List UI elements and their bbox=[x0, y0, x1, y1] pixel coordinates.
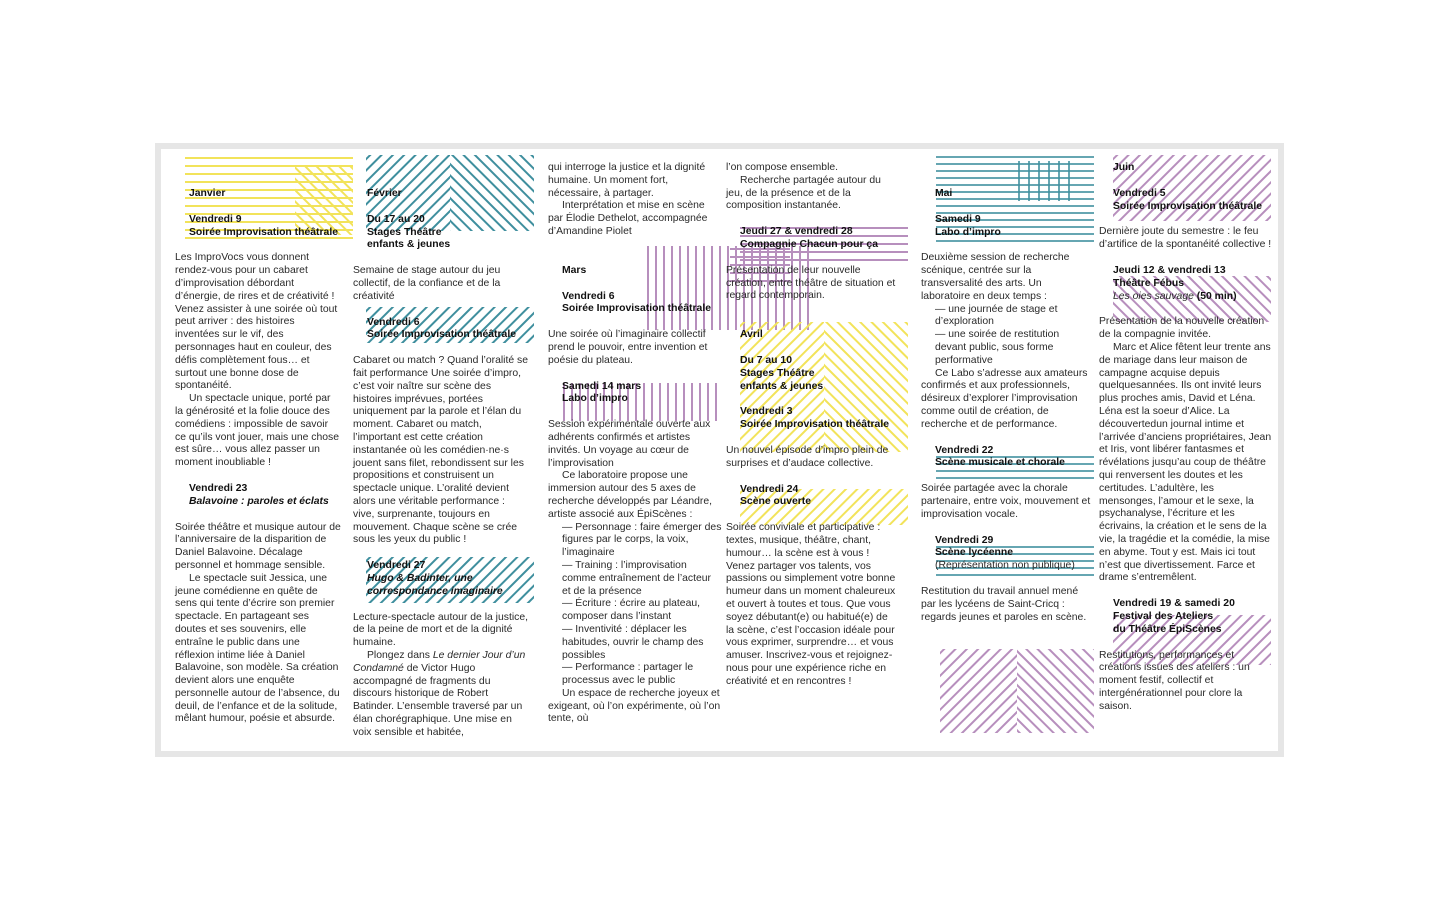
event-description: Soirée partagée avec la chorale partenaire, entre voix, mouvement et improvisation vocale. bbox=[921, 483, 1091, 520]
event-title: Balavoine : paroles et éclats bbox=[189, 495, 329, 507]
event-date: Vendredi 22 bbox=[935, 444, 994, 456]
event-title: Scène musicale et chorale bbox=[935, 457, 1065, 469]
show-title: Les oies sauvage bbox=[1113, 290, 1194, 302]
event-date: Vendredi 5 bbox=[1113, 187, 1166, 199]
month-heading: Avril bbox=[740, 329, 763, 341]
event-title: Scène lycéenne bbox=[935, 547, 1013, 559]
month-heading: Janvier bbox=[189, 188, 226, 199]
pink-chevron-pattern bbox=[940, 649, 1094, 733]
event-title: Festival des Ateliers bbox=[1113, 610, 1214, 622]
event-title: Compagnie Chacun pour ça bbox=[740, 238, 878, 250]
event-date: Vendredi 19 & samedi 20 bbox=[1113, 598, 1235, 610]
brochure-sheet bbox=[161, 149, 1278, 751]
column-may bbox=[921, 188, 1093, 624]
event-date: Samedi 14 mars bbox=[562, 380, 642, 392]
column-february bbox=[353, 188, 529, 739]
event-description: Une soirée où l’imaginaire collectif prend le pouvoir, entre invention et poésie du plateau. bbox=[548, 329, 708, 366]
event-date: Vendredi 6 bbox=[562, 290, 615, 302]
list-item: — Écriture : écrire au plateau, composer dans l’instant bbox=[562, 598, 701, 623]
column-march bbox=[548, 162, 722, 726]
event-title: Hugo & Badinter, une bbox=[367, 572, 473, 584]
event-description: Cabaret ou match ? Quand l’oralité se fait performance Une soirée d’impro, c’est voir naître sur scène des histoires imprévues, portées uniquement par la parole et l’élan du moment. Cabaret ou match, l’important est cette création instantanée où les comédien·ne·s jouent sans filet, rebondissent sur les propositions et construisent un spectacle unique. L’oralité devient alors une véritable performance : vive, surprenante, toujours en mouvement. Chaque scène se crée sous les yeux du public ! bbox=[353, 355, 529, 546]
list-item: — Inventivité : déplacer les habitudes, ouvrir le champ des possibles bbox=[562, 623, 704, 661]
column-january bbox=[175, 188, 341, 726]
event-description: Interprétation et mise en scène par Élodie Dethelot, accompagnée d’Amandine Piolet bbox=[548, 200, 708, 237]
brochure-frame bbox=[155, 143, 1284, 757]
event-description: Le spectacle suit Jessica, une jeune comédienne en quête de sens qui tente d’écrire son premier spectacle. En partageant ses doutes et ses souvenirs, elle entraîne le public dans une réflexion intime liée à Daniel Balavoine, son modèle. Sa création devient alors une enquête personnelle autour de l’absence, du deuil, de l’enfance et de la solitude, mêlant humour, poésie et absurde. bbox=[175, 572, 340, 725]
event-title: enfants & jeunes bbox=[367, 239, 451, 251]
event-description: Un nouvel épisode d’impro plein de surprises et d’audace collective. bbox=[726, 444, 889, 469]
event-title: Soirée Improvisation théâtrale bbox=[1113, 200, 1262, 212]
month-heading: Mai bbox=[935, 188, 953, 199]
event-title: Soirée Improvisation théâtrale bbox=[189, 226, 338, 238]
event-date: Samedi 9 bbox=[935, 213, 981, 225]
event-title: Stages Théâtre bbox=[367, 226, 442, 238]
list-item: — Performance : partager le processus avec le public bbox=[562, 662, 694, 687]
event-description: Semaine de stage autour du jeu collectif, de la confiance et de la créativité bbox=[353, 265, 501, 302]
event-description: Un espace de recherche joyeux et exigeant, où l’on expérimente, où l’on tente, où bbox=[548, 687, 721, 725]
event-description: Session expérimentale ouverte aux adhérents confirmés et artistes invités. Un voyage au cœur de l’improvisation bbox=[548, 419, 711, 469]
event-description: Restitutions, performances et créations issues des ateliers : un moment festif, collectif et intergénérationnel pour clore la saison. bbox=[1099, 649, 1250, 712]
month-heading: Mars bbox=[562, 264, 587, 276]
event-title: Théâtre Fébus bbox=[1113, 277, 1185, 289]
event-title: Soirée Improvisation théâtrale bbox=[740, 419, 889, 431]
event-note: (Représentation non publique) bbox=[935, 560, 1075, 572]
event-description: Ce laboratoire propose une immersion autour des 5 axes de recherche développés par Léandre, artiste associé aux ÉpiScènes : bbox=[548, 470, 713, 520]
text-run: Plongez dans bbox=[367, 649, 433, 661]
event-description: Ce Labo s’adresse aux amateurs confirmés et aux professionnels, désireux d’explorer l’improvisation comme outil de création, de recherche et de performance. bbox=[921, 367, 1088, 430]
show-duration: (50 min) bbox=[1193, 290, 1237, 302]
event-date: Du 17 au 20 bbox=[367, 213, 425, 225]
event-title: correspondance imaginaire bbox=[367, 585, 503, 597]
list-item: — Training : l’improvisation comme entraînement de l’acteur et de la présence bbox=[562, 559, 712, 597]
month-heading: Février bbox=[367, 188, 402, 199]
event-date: Vendredi 24 bbox=[740, 483, 799, 495]
event-description: Soirée théâtre et musique autour de l’anniversaire de la disparition de Daniel Balavoine. Décalage personnel et hommage sensible. bbox=[175, 521, 341, 571]
event-description: Présentation de leur nouvelle création, entre théâtre de situation et regard contemporain. bbox=[726, 264, 896, 302]
month-heading: Juin bbox=[1113, 162, 1135, 173]
event-title: du Théâtre ÉpiScènes bbox=[1113, 623, 1222, 635]
book-title: Le dernier Jour d’un Condamné bbox=[353, 649, 526, 674]
event-date: Vendredi 9 bbox=[189, 213, 242, 225]
event-date: Vendredi 3 bbox=[740, 406, 793, 418]
column-june bbox=[1099, 162, 1273, 713]
event-date: Du 7 au 10 bbox=[740, 354, 792, 366]
event-title: Labo d’impro bbox=[562, 393, 628, 405]
event-description: Dernière joute du semestre : le feu d’artifice de la spontanéité collective ! bbox=[1099, 226, 1272, 251]
event-date: Vendredi 29 bbox=[935, 534, 994, 546]
list-item: — une journée de stage et d’exploration bbox=[935, 303, 1058, 328]
event-date: Vendredi 6 bbox=[367, 316, 420, 328]
event-description: qui interroge la justice et la dignité humaine. Un moment fort, nécessaire, à partager. bbox=[548, 162, 706, 199]
event-date: Vendredi 27 bbox=[367, 560, 426, 572]
event-title: enfants & jeunes bbox=[740, 380, 824, 392]
event-description: Lecture-spectacle autour de la justice, de la peine de mort et de la dignité humaine. bbox=[353, 611, 529, 649]
event-description: Restitution du travail annuel mené par les lycéens de Saint-Cricq : regards jeunes et paroles en scène. bbox=[921, 585, 1087, 623]
event-date: Vendredi 23 bbox=[189, 482, 248, 494]
event-date: Jeudi 12 & vendredi 13 bbox=[1113, 264, 1226, 276]
list-item: — une soirée de restitution devant public, sous forme performative bbox=[935, 329, 1060, 366]
text-run: de Victor Hugo accompagné de fragments du discours historique de Robert Batinder. L’ensemble traversé par un élan chorégraphique. Une mise en voix sensible et habitée, bbox=[353, 662, 523, 738]
event-description: Soirée conviviale et participative : textes, musique, théâtre, chant, humour… la scène est à vous ! Venez partager vos talents, vos passions ou simplement votre bonne humeur dans un moment chaleureux et ouvert à toutes et tous. Que vous soyez débutant(e) ou habitué(e) de la scène, c’est l’occasion idéale pour vous exprimer, surprendre… et vous amuser. Inscrivez-vous et rejoignez-nous pour une expérience riche en créativité et en rencontres ! bbox=[726, 522, 896, 687]
event-title: Stages Théâtre bbox=[740, 367, 815, 379]
event-description: l’on compose ensemble. bbox=[726, 162, 839, 173]
event-date: Jeudi 27 & vendredi 28 bbox=[740, 226, 853, 238]
event-description: Deuxième session de recherche scénique, centrée sur la transversalité des arts. Un laboratoire en deux temps : bbox=[921, 252, 1070, 302]
event-title: Scène ouverte bbox=[740, 496, 812, 508]
event-title: Soirée Improvisation théâtrale bbox=[562, 303, 711, 315]
list-item: — Personnage : faire émerger des figures par le corps, la voix, l’imaginaire bbox=[562, 521, 722, 559]
event-description: Les ImproVocs vous donnent rendez-vous pour un cabaret d’improvisation débordant d’énergie, de rires et de créativité ! Venez assister à une soirée où tout peut arriver : des histoires inventées sur le vif, des personnages haut en couleur, des défis complètement fous… et surtout une bonne dose de spontanéité. bbox=[175, 252, 338, 392]
event-description: Marc et Alice fêtent leur trente ans de mariage dans leur maison de campagne acquise depuis quelquesannées. Ils ont invité leurs plus proches amis, David et Léna. Léna est la soeur d’Alice. La découvertedun journal intime et l’arrivée d’anciens propriétaires, Jean et Iris, vont libérer fantasmes et révélations jusqu’au coup de théâtre qui renversent les doutes et les certitudes. L’adultère, les mensonges, l’amour et le sexe, la psychanalyse, l’écriture et les écrivains, la création et le sens de la vie, la tragédie et la comédie, la mise en abyme. Tout y est. Mais ici tout n’est que divertissement. Farce et drame s’entremêlent. bbox=[1099, 341, 1272, 584]
column-april bbox=[726, 162, 898, 689]
event-description: Un spectacle unique, porté par la générosité et la folie douce des comédiens : impossible de savoir ce qu’ils vont jouer, mais une chose est sûre… vous allez passer un moment inoubliable ! bbox=[175, 393, 340, 469]
event-title: Labo d’impro bbox=[935, 226, 1001, 238]
event-description: Présentation de la nouvelle création de la compagnie invitée. bbox=[1099, 316, 1265, 341]
event-title: Soirée Improvisation théâtrale bbox=[367, 329, 516, 341]
event-description: Recherche partagée autour du jeu, de la présence et de la composition instantanée. bbox=[726, 174, 881, 212]
event-description bbox=[353, 650, 529, 740]
